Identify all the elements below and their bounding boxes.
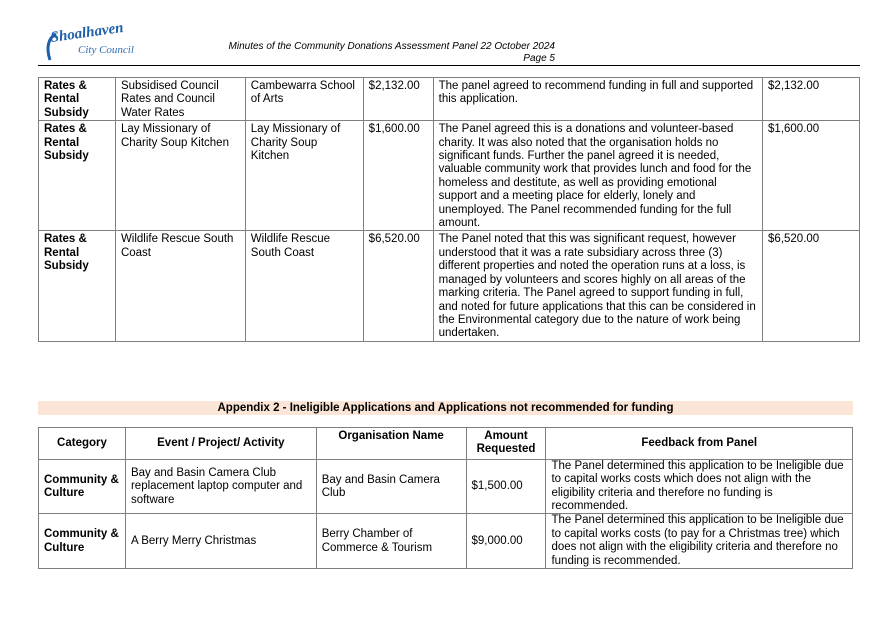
- header-category: Category: [39, 428, 126, 460]
- category-cell: Rates & Rental Subsidy: [39, 231, 116, 341]
- page-number: Page 5: [523, 53, 555, 64]
- table-row: [39, 78, 860, 121]
- recommended-cell: $6,520.00: [763, 231, 860, 341]
- ineligible-applications-table: [38, 427, 853, 569]
- table-row: [39, 459, 853, 514]
- event-cell: A Berry Merry Christmas: [125, 514, 316, 569]
- requested-cell: $2,132.00: [363, 78, 433, 121]
- table-row: [39, 231, 860, 341]
- organisation-cell: Bay and Basin Camera Club: [316, 459, 466, 514]
- table-row: [39, 121, 860, 231]
- organisation-cell: Wildlife Rescue South Coast: [245, 231, 363, 341]
- category-cell: Rates & Rental Subsidy: [39, 78, 116, 121]
- header-feedback: Feedback from Panel: [546, 428, 853, 460]
- header-event: Event / Project/ Activity: [125, 428, 316, 460]
- requested-cell: $6,520.00: [363, 231, 433, 341]
- organisation-cell: Berry Chamber of Commerce & Tourism: [316, 514, 466, 569]
- feedback-cell: The Panel agreed this is a donations and volunteer-based charity. It was also noted that the organisation holds no significant funds. Further the panel agreed it is needed, valuable community work that provides lunch and food for the homeless and destitute, as well as providing emotional support and a meeting place for elderly, lonely and unemployed. The Panel recommended funding for the full amount.: [433, 121, 762, 231]
- header-divider: [38, 65, 860, 66]
- recommended-cell: $1,600.00: [763, 121, 860, 231]
- recommended-cell: $2,132.00: [763, 78, 860, 121]
- organisation-cell: Cambewarra School of Arts: [245, 78, 363, 121]
- requested-cell: $1,600.00: [363, 121, 433, 231]
- organisation-cell: Lay Missionary of Charity Soup Kitchen: [245, 121, 363, 231]
- category-cell: Community & Culture: [39, 514, 126, 569]
- event-cell: Subsidised Council Rates and Council Water Rates: [115, 78, 245, 121]
- event-cell: Wildlife Rescue South Coast: [115, 231, 245, 341]
- amount-cell: $9,000.00: [466, 514, 546, 569]
- appendix-2-heading: Appendix 2 - Ineligible Applications and Applications not recommended for funding: [38, 401, 853, 415]
- logo-wordmark-bottom: City Council: [78, 44, 134, 56]
- table-header-row: [39, 428, 853, 460]
- feedback-cell: The panel agreed to recommend funding in full and supported this application.: [433, 78, 762, 121]
- category-cell: Rates & Rental Subsidy: [39, 121, 116, 231]
- council-logo: [44, 19, 144, 64]
- logo-wordmark-top: Shoalhaven: [49, 19, 125, 47]
- event-cell: Lay Missionary of Charity Soup Kitchen: [115, 121, 245, 231]
- header-organisation: Organisation Name: [316, 428, 466, 460]
- category-cell: Community & Culture: [39, 459, 126, 514]
- recommended-applications-table: [38, 77, 860, 342]
- document-title: Minutes of the Community Donations Assessment Panel 22 October 2024: [228, 41, 555, 52]
- header-amount: Amount Requested: [466, 428, 546, 460]
- amount-cell: $1,500.00: [466, 459, 546, 514]
- feedback-cell: The Panel noted that this was significant request, however understood that it was a rate subsidiary across three (3) different properties and noted the operation runs at a loss, is managed by volunteers and scores highly on all areas of the marking criteria. The Panel agreed to support funding in full, and noted for future applications that this can be considered in the Environmental category due to the nature of work being undertaken.: [433, 231, 762, 341]
- page-header: [195, 41, 555, 65]
- event-cell: Bay and Basin Camera Club replacement laptop computer and software: [125, 459, 316, 514]
- feedback-cell: The Panel determined this application to be Ineligible due to capital works costs which does not align with the eligibility criteria and therefore no funding is recommended.: [546, 459, 853, 514]
- feedback-cell: The Panel determined this application to be Ineligible due to capital works costs (to pay for a Christmas tree) which does not align with the eligibility criteria and therefore no funding is recommended.: [546, 514, 853, 569]
- table-row: [39, 514, 853, 569]
